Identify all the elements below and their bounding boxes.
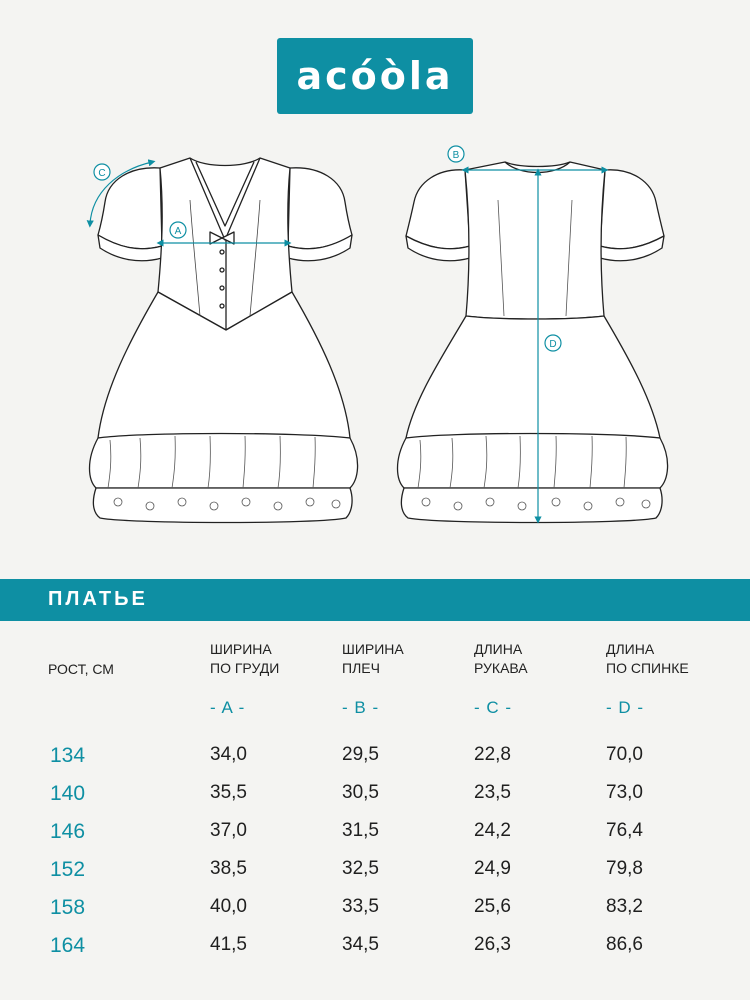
- value-shoulders: 31,5: [342, 820, 379, 841]
- column-header-line1: ДЛИНА: [606, 641, 655, 657]
- value-chest: 34,0: [210, 744, 247, 765]
- value-sleeve: 22,8: [474, 744, 511, 765]
- column-header-line2: ПЛЕЧ: [342, 660, 380, 676]
- column-header-line2: ПО ГРУДИ: [210, 660, 280, 676]
- value-sleeve: 23,5: [474, 782, 511, 803]
- value-back: 73,0: [606, 782, 643, 803]
- value-back: 70,0: [606, 744, 643, 765]
- row-height: 134: [50, 744, 86, 767]
- row-height: 140: [50, 782, 86, 805]
- value-back: 79,8: [606, 858, 643, 879]
- value-shoulders: 32,5: [342, 858, 379, 879]
- label-b: B: [452, 150, 460, 161]
- page-title: ПЛАТЬЕ: [48, 588, 148, 610]
- value-sleeve: 24,9: [474, 858, 511, 879]
- column-code-c: - C -: [474, 698, 513, 717]
- value-chest: 40,0: [210, 896, 247, 917]
- table-row: [0, 820, 750, 850]
- column-code-b: - B -: [342, 698, 380, 717]
- column-header-line1: ШИРИНА: [210, 641, 272, 657]
- row-height: 158: [50, 896, 86, 919]
- value-shoulders: 34,5: [342, 934, 379, 955]
- logo-text: acóòla: [296, 54, 454, 98]
- label-c: C: [98, 168, 106, 179]
- column-header-c: [474, 640, 528, 678]
- value-sleeve: 24,2: [474, 820, 511, 841]
- table-row: [0, 858, 750, 888]
- value-shoulders: 29,5: [342, 744, 379, 765]
- column-header-a: [210, 640, 279, 678]
- brand-logo: [277, 38, 473, 114]
- front-view: [90, 158, 358, 523]
- row-height: 152: [50, 858, 86, 881]
- label-a: A: [174, 226, 182, 237]
- table-row: [0, 782, 750, 812]
- table-row: [0, 896, 750, 926]
- title-banner: [0, 579, 750, 621]
- value-chest: 35,5: [210, 782, 247, 803]
- value-chest: 38,5: [210, 858, 247, 879]
- value-sleeve: 26,3: [474, 934, 511, 955]
- back-view: [398, 162, 668, 523]
- dress-sketches: [0, 140, 750, 540]
- column-header-b: [342, 640, 404, 678]
- value-chest: 37,0: [210, 820, 247, 841]
- value-shoulders: 33,5: [342, 896, 379, 917]
- row-header: [48, 660, 114, 679]
- column-header-line2: РУКАВА: [474, 660, 528, 676]
- column-header-d: [606, 640, 689, 678]
- column-header-line1: ДЛИНА: [474, 641, 523, 657]
- label-d: D: [549, 339, 557, 350]
- value-sleeve: 25,6: [474, 896, 511, 917]
- column-code-a: - A -: [210, 698, 246, 717]
- row-height: 164: [50, 934, 86, 957]
- value-chest: 41,5: [210, 934, 247, 955]
- column-code-d: - D -: [606, 698, 645, 717]
- column-header-line1: ШИРИНА: [342, 641, 404, 657]
- row-height: 146: [50, 820, 86, 843]
- column-header-line2: ПО СПИНКЕ: [606, 660, 689, 676]
- table-row: [0, 934, 750, 964]
- table-row: [0, 744, 750, 774]
- row-header-label: РОСТ, СМ: [48, 661, 114, 677]
- value-shoulders: 30,5: [342, 782, 379, 803]
- value-back: 76,4: [606, 820, 643, 841]
- value-back: 86,6: [606, 934, 643, 955]
- value-back: 83,2: [606, 896, 643, 917]
